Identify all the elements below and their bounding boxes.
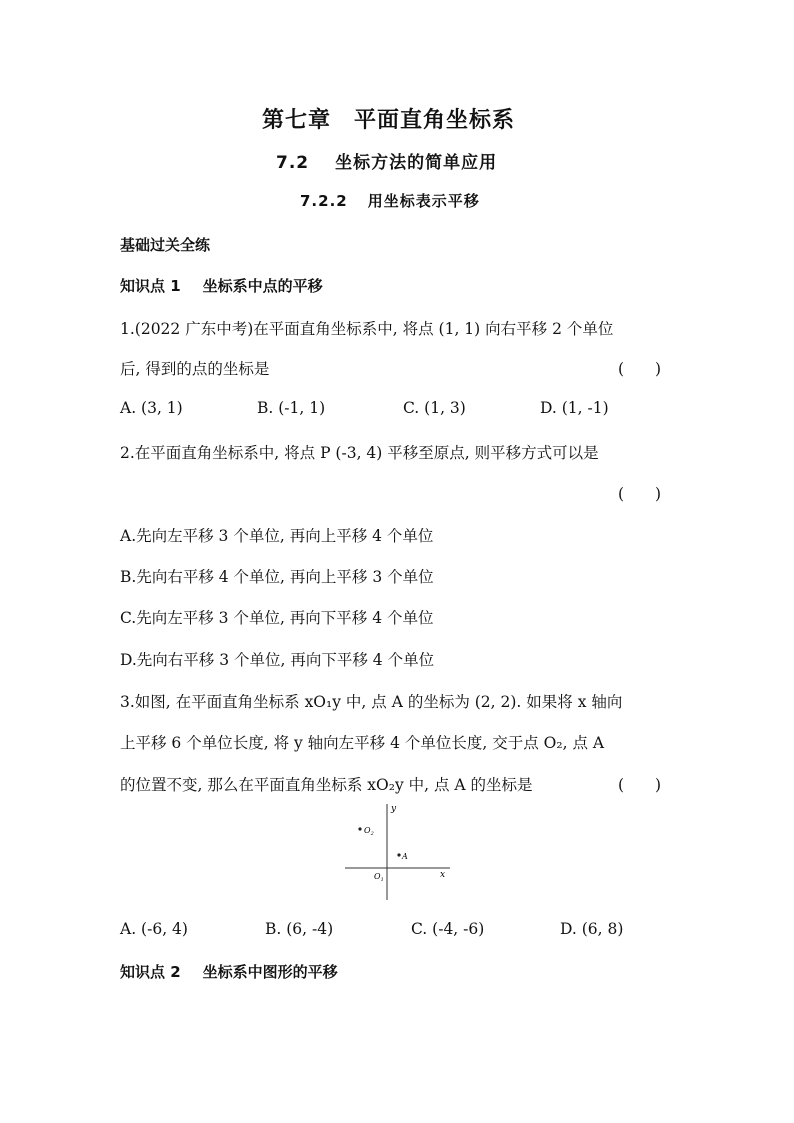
q1-answer-paren: ( ) [618,360,662,378]
q1-line2: 后, 得到的点的坐标是 [120,360,270,378]
q3-option-c: C. (-4, -6) [411,920,485,938]
x-axis-label: x [440,870,446,880]
o1-label: $O_1$ [374,872,384,883]
subsection-title: 用坐标表示平移 [367,192,480,210]
section-title: 坐标方法的简单应用 [335,153,498,173]
q3-answer-paren: ( ) [618,776,662,794]
q3-option-a: A. (-6, 4) [120,920,188,938]
q3-line3: 的位置不变, 那么在平面直角坐标系 xO₂y 中, 点 A 的坐标是 [120,776,533,794]
q2-option-c: C.先向左平移 3 个单位, 再向下平移 4 个单位 [120,609,434,627]
coordinate-figure [340,800,460,904]
q1-option-a: A. (3, 1) [120,399,183,417]
knowledge-point-1 [120,275,323,296]
q2-option-d: D.先向右平移 3 个单位, 再向下平移 4 个单位 [120,651,435,669]
q1-option-d: D. (1, -1) [540,399,609,417]
q2-option-a: A.先向左平移 3 个单位, 再向上平移 4 个单位 [120,527,434,545]
point-o2 [358,827,361,830]
q1-option-c: C. (1, 3) [403,399,466,417]
q2-answer-paren: ( ) [618,485,662,503]
q3-option-b: B. (6, -4) [265,920,334,938]
a-label: A [402,852,408,861]
q3-option-d: D. (6, 8) [560,920,624,938]
kp1-title: 坐标系中点的平移 [202,277,323,295]
kp1-label: 知识点 1 [120,277,181,295]
q2-option-b: B.先向右平移 4 个单位, 再向上平移 3 个单位 [120,568,434,586]
kp2-label: 知识点 2 [120,963,181,981]
practice-heading: 基础过关全练 [120,236,211,254]
point-a [397,853,400,856]
section-heading [276,148,497,173]
knowledge-point-2 [120,961,338,982]
q2-line1: 2.在平面直角坐标系中, 将点 P (-3, 4) 平移至原点, 则平移方式可以是 [120,444,599,462]
y-axis-label: y [391,804,397,814]
q3-line1: 3.如图, 在平面直角坐标系 xO₁y 中, 点 A 的坐标为 (2, 2). 如果将 x 轴向 [120,693,623,711]
q1-option-b: B. (-1, 1) [257,399,326,417]
subsection-heading [300,190,480,211]
q1-line1: 1.(2022 广东中考)在平面直角坐标系中, 将点 (1, 1) 向右平移 2 个单位 [120,320,614,338]
chapter-title: 第七章 平面直角坐标系 [262,108,516,133]
kp2-title: 坐标系中图形的平移 [202,963,338,981]
section-number: 7.2 [276,153,310,173]
subsection-number: 7.2.2 [300,192,348,210]
q3-line2: 上平移 6 个单位长度, 将 y 轴向左平移 4 个单位长度, 交于点 O₂, 点 A [120,734,605,752]
o2-label: $O_2$ [364,826,374,837]
